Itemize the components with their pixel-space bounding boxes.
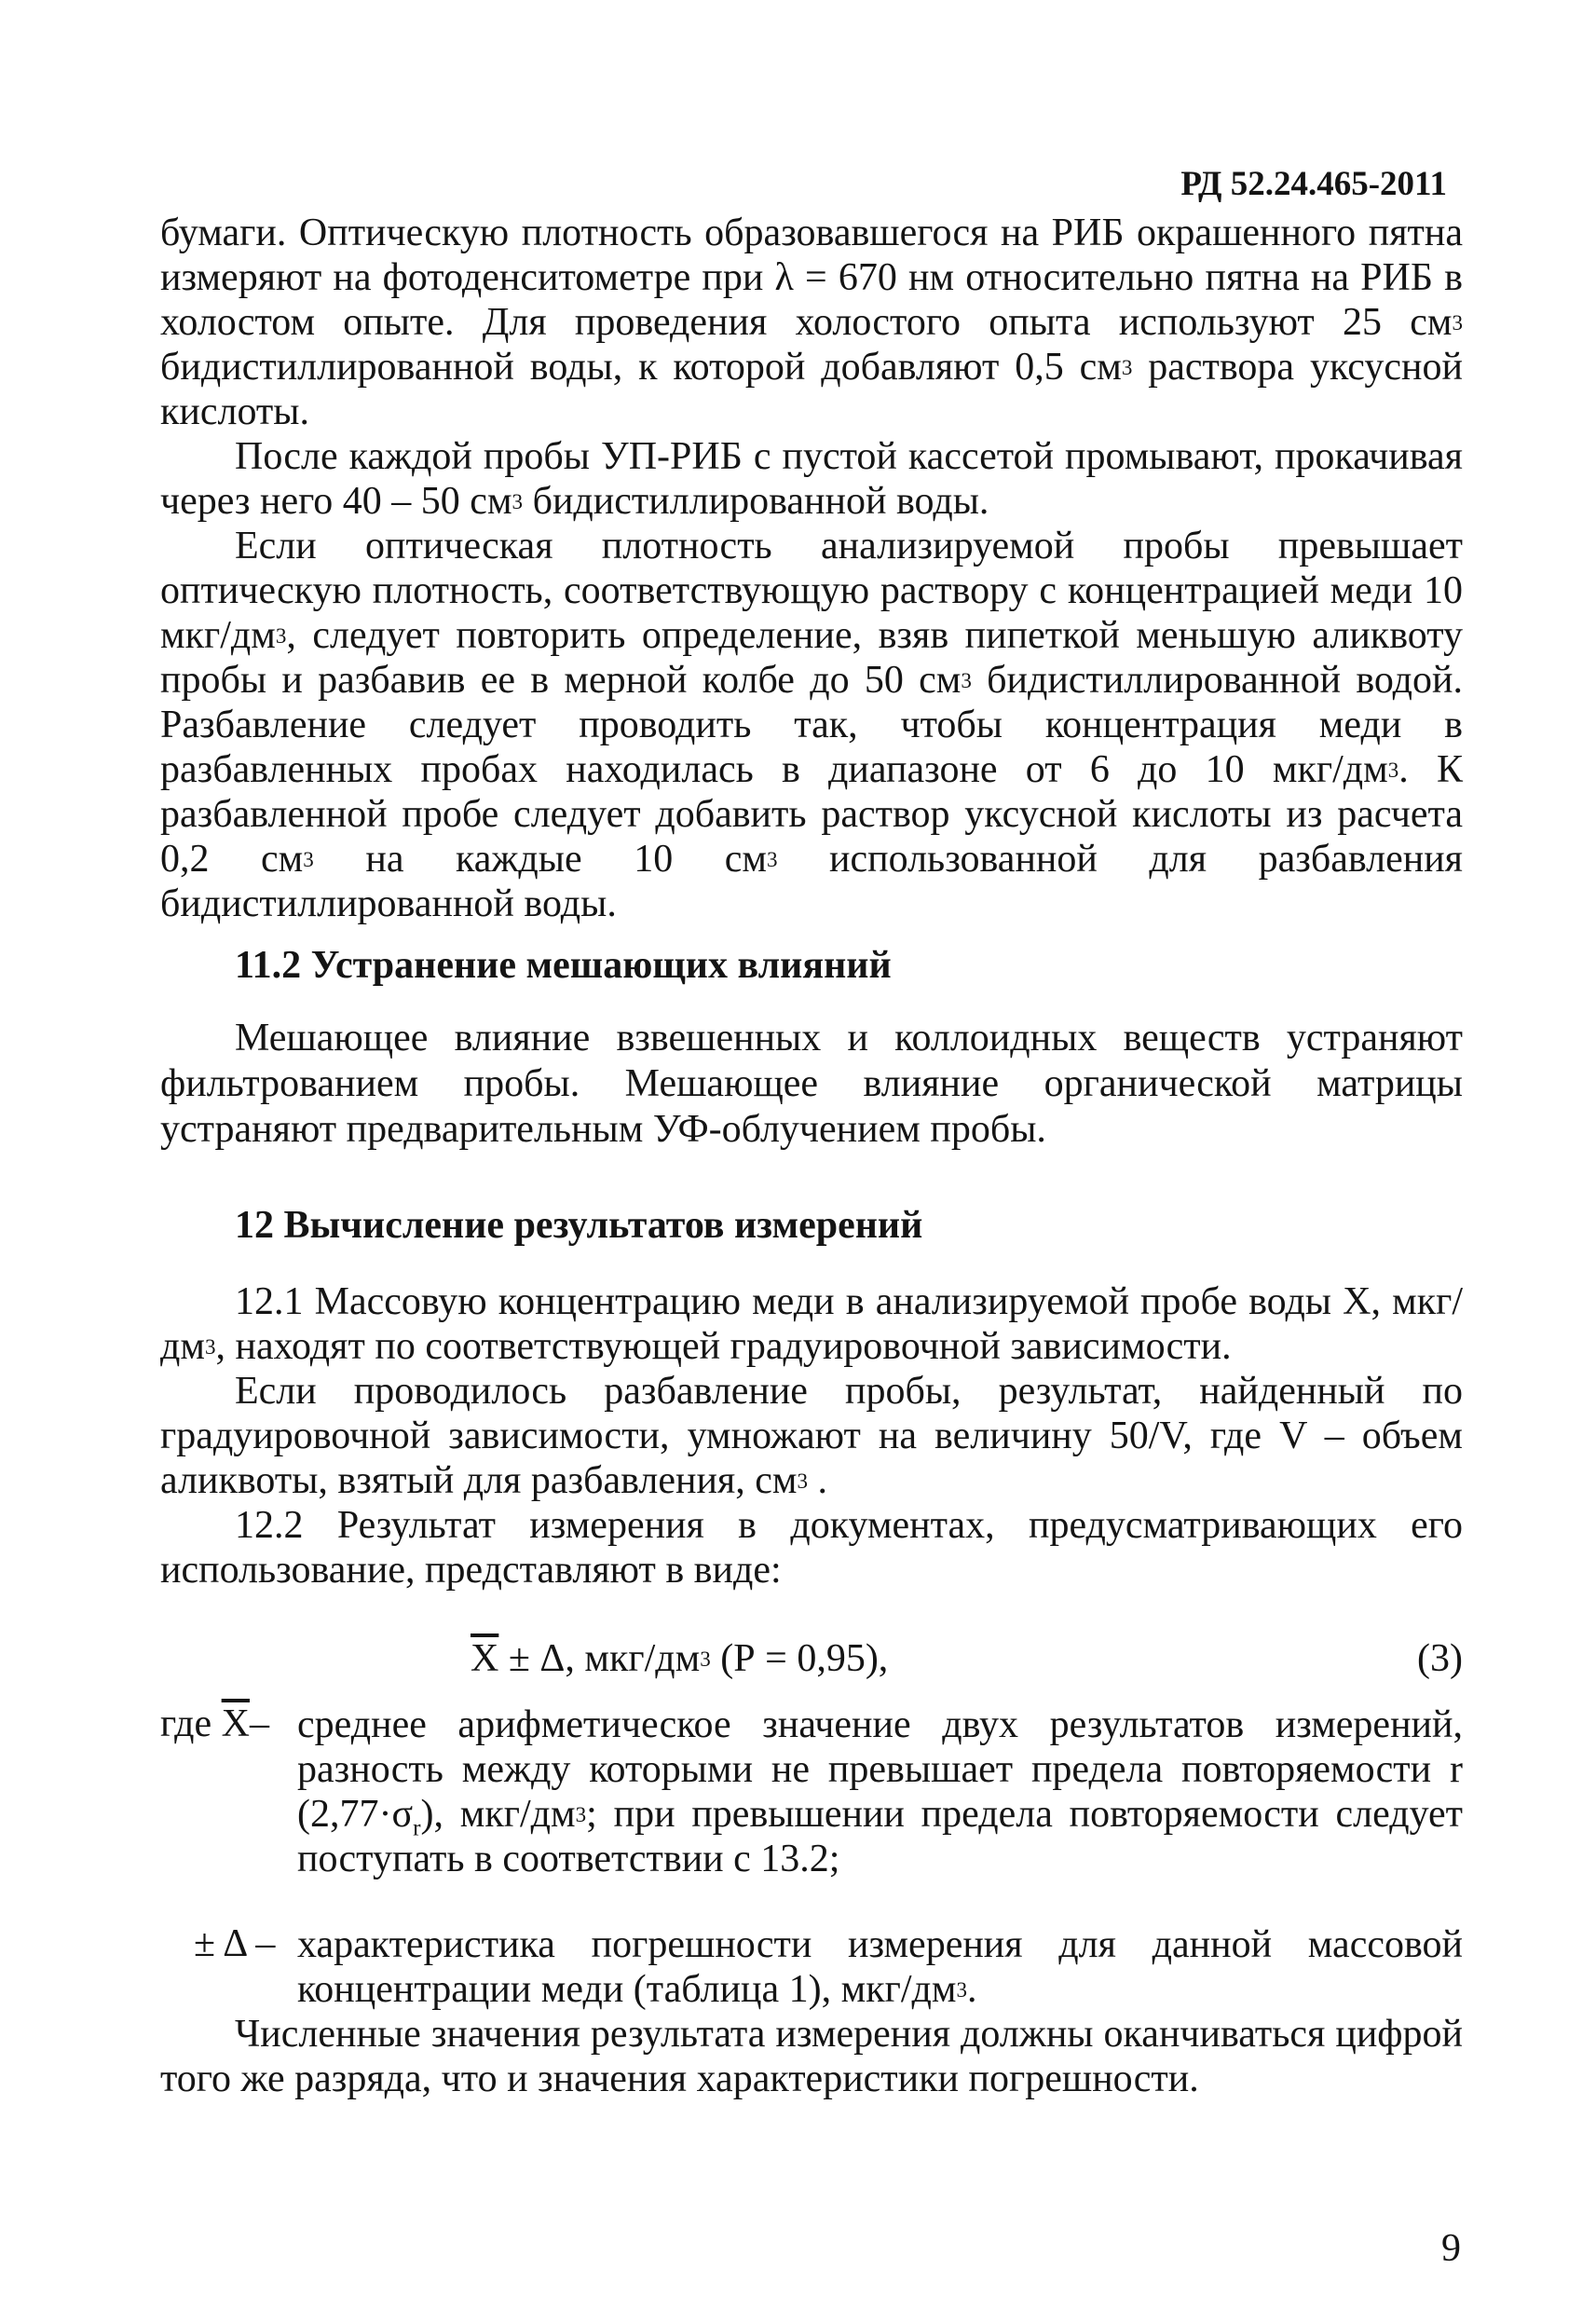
- definition-error: [160, 1922, 1463, 2012]
- paragraph-continuation: бумаги. Оптическую плотность образовавшегося на РИБ окрашенного пятна измеряют на фотоденситометре при λ = 670 нм относительно пятна на РИБ в холостом опыте. Для проведения холостого опыта используют 25 $см^3$ бидистиллированной воды, к которой добавляют 0,5 $см^3$ раствора уксусной кислоты.: [160, 212, 1463, 433]
- formula-expression: $\overline{X} \pm \Delta$, мкг/$дм^3$ (Р = 0,95),: [471, 1637, 889, 1680]
- document-code: РД 52.24.465-2011: [1180, 165, 1447, 203]
- formula-number: (3): [1417, 1637, 1463, 1680]
- section-heading-11-2: 11.2 Устранение мешающих влияний: [235, 944, 892, 987]
- definition-text: характеристика погрешности измерения для данной массовой концентрации меди (таблица 1), мкг/$дм^3$.: [297, 1923, 1463, 2011]
- definition-term: где $\overline{X}-$: [160, 1702, 269, 1745]
- paragraph-rounding: Численные значения результата измерения должны оканчиваться цифрой того же разряда, что и значения характеристики погрешности.: [160, 2013, 1463, 2100]
- paragraph-rinse: После каждой пробы УП-РИБ с пустой кассетой промывают, прокачивая через него 40 – 50 $см^3$ бидистиллированной воды.: [160, 435, 1463, 523]
- mean-symbol: $\overline{X}$: [471, 1637, 499, 1680]
- text: бумаги. Оптическую плотность образовавшегося на РИБ окрашенного пятна измеряют на фотоденситометре при λ = 670 нм относительно пятна на РИБ в холостом опыте. Для проведения холостого опыта используют 25 см: [160, 212, 1463, 344]
- paragraph-12-2: 12.2 Результат измерения в документах, предусматривающих его использование, представляют в виде:: [160, 1504, 1463, 1592]
- definition-mean: [160, 1702, 1463, 1881]
- definition-text: среднее арифметическое значение двух результатов измерений, разность между которыми не превышает предела повторяемости r $(2,77\cdot\sigma_r)$, мкг/$дм^3$; при превышении предела повторяемости следует поступать в соответствии с 13.2;: [297, 1703, 1464, 1880]
- paragraph-interference: Мешающее влияние взвешенных и коллоидных веществ устраняют фильтрованием пробы. Мешающее влияние органической матрицы устраняют предварительным УФ-облучением пробы.: [160, 1017, 1463, 1151]
- paragraph-dilution-factor: Если проводилось разбавление пробы, результат, найденный по градуировочной зависимости, умножают на величину 50/V, где V – объем аликвоты, взятый для разбавления, $см^3$ .: [160, 1370, 1463, 1502]
- page-number: 9: [1441, 2227, 1461, 2270]
- definition-term: ± Δ –: [194, 1922, 276, 1965]
- paragraph-dilution: Если оптическая плотность анализируемой пробы превышает оптическую плотность, соответствующую раствору с концентрацией меди 10 мкг/$дм^3$, следует повторить определение, взяв пипеткой меньшую аликвоту пробы и разбавив ее в мерной колбе до 50 $см^3$ бидистиллированной водой. Разбавление следует проводить так, чтобы концентрация меди в разбавленных пробах находилась в диапазоне от 6 до 10 мкг/$дм^3$. К разбавленной пробе следует добавить раствор уксусной кислоты из расчета 0,2 $см^3$ на каждые 10 $см^3$ использованной для разбавления бидистиллированной воды.: [160, 525, 1463, 925]
- formula-3: [160, 1637, 1463, 1684]
- paragraph-12-1: 12.1 Массовую концентрацию меди в анализируемой пробе воды X, мкг/$дм^3$, находят по соответствующей градуировочной зависимости.: [160, 1280, 1463, 1368]
- section-heading-12: 12 Вычисление результатов измерений: [235, 1204, 923, 1247]
